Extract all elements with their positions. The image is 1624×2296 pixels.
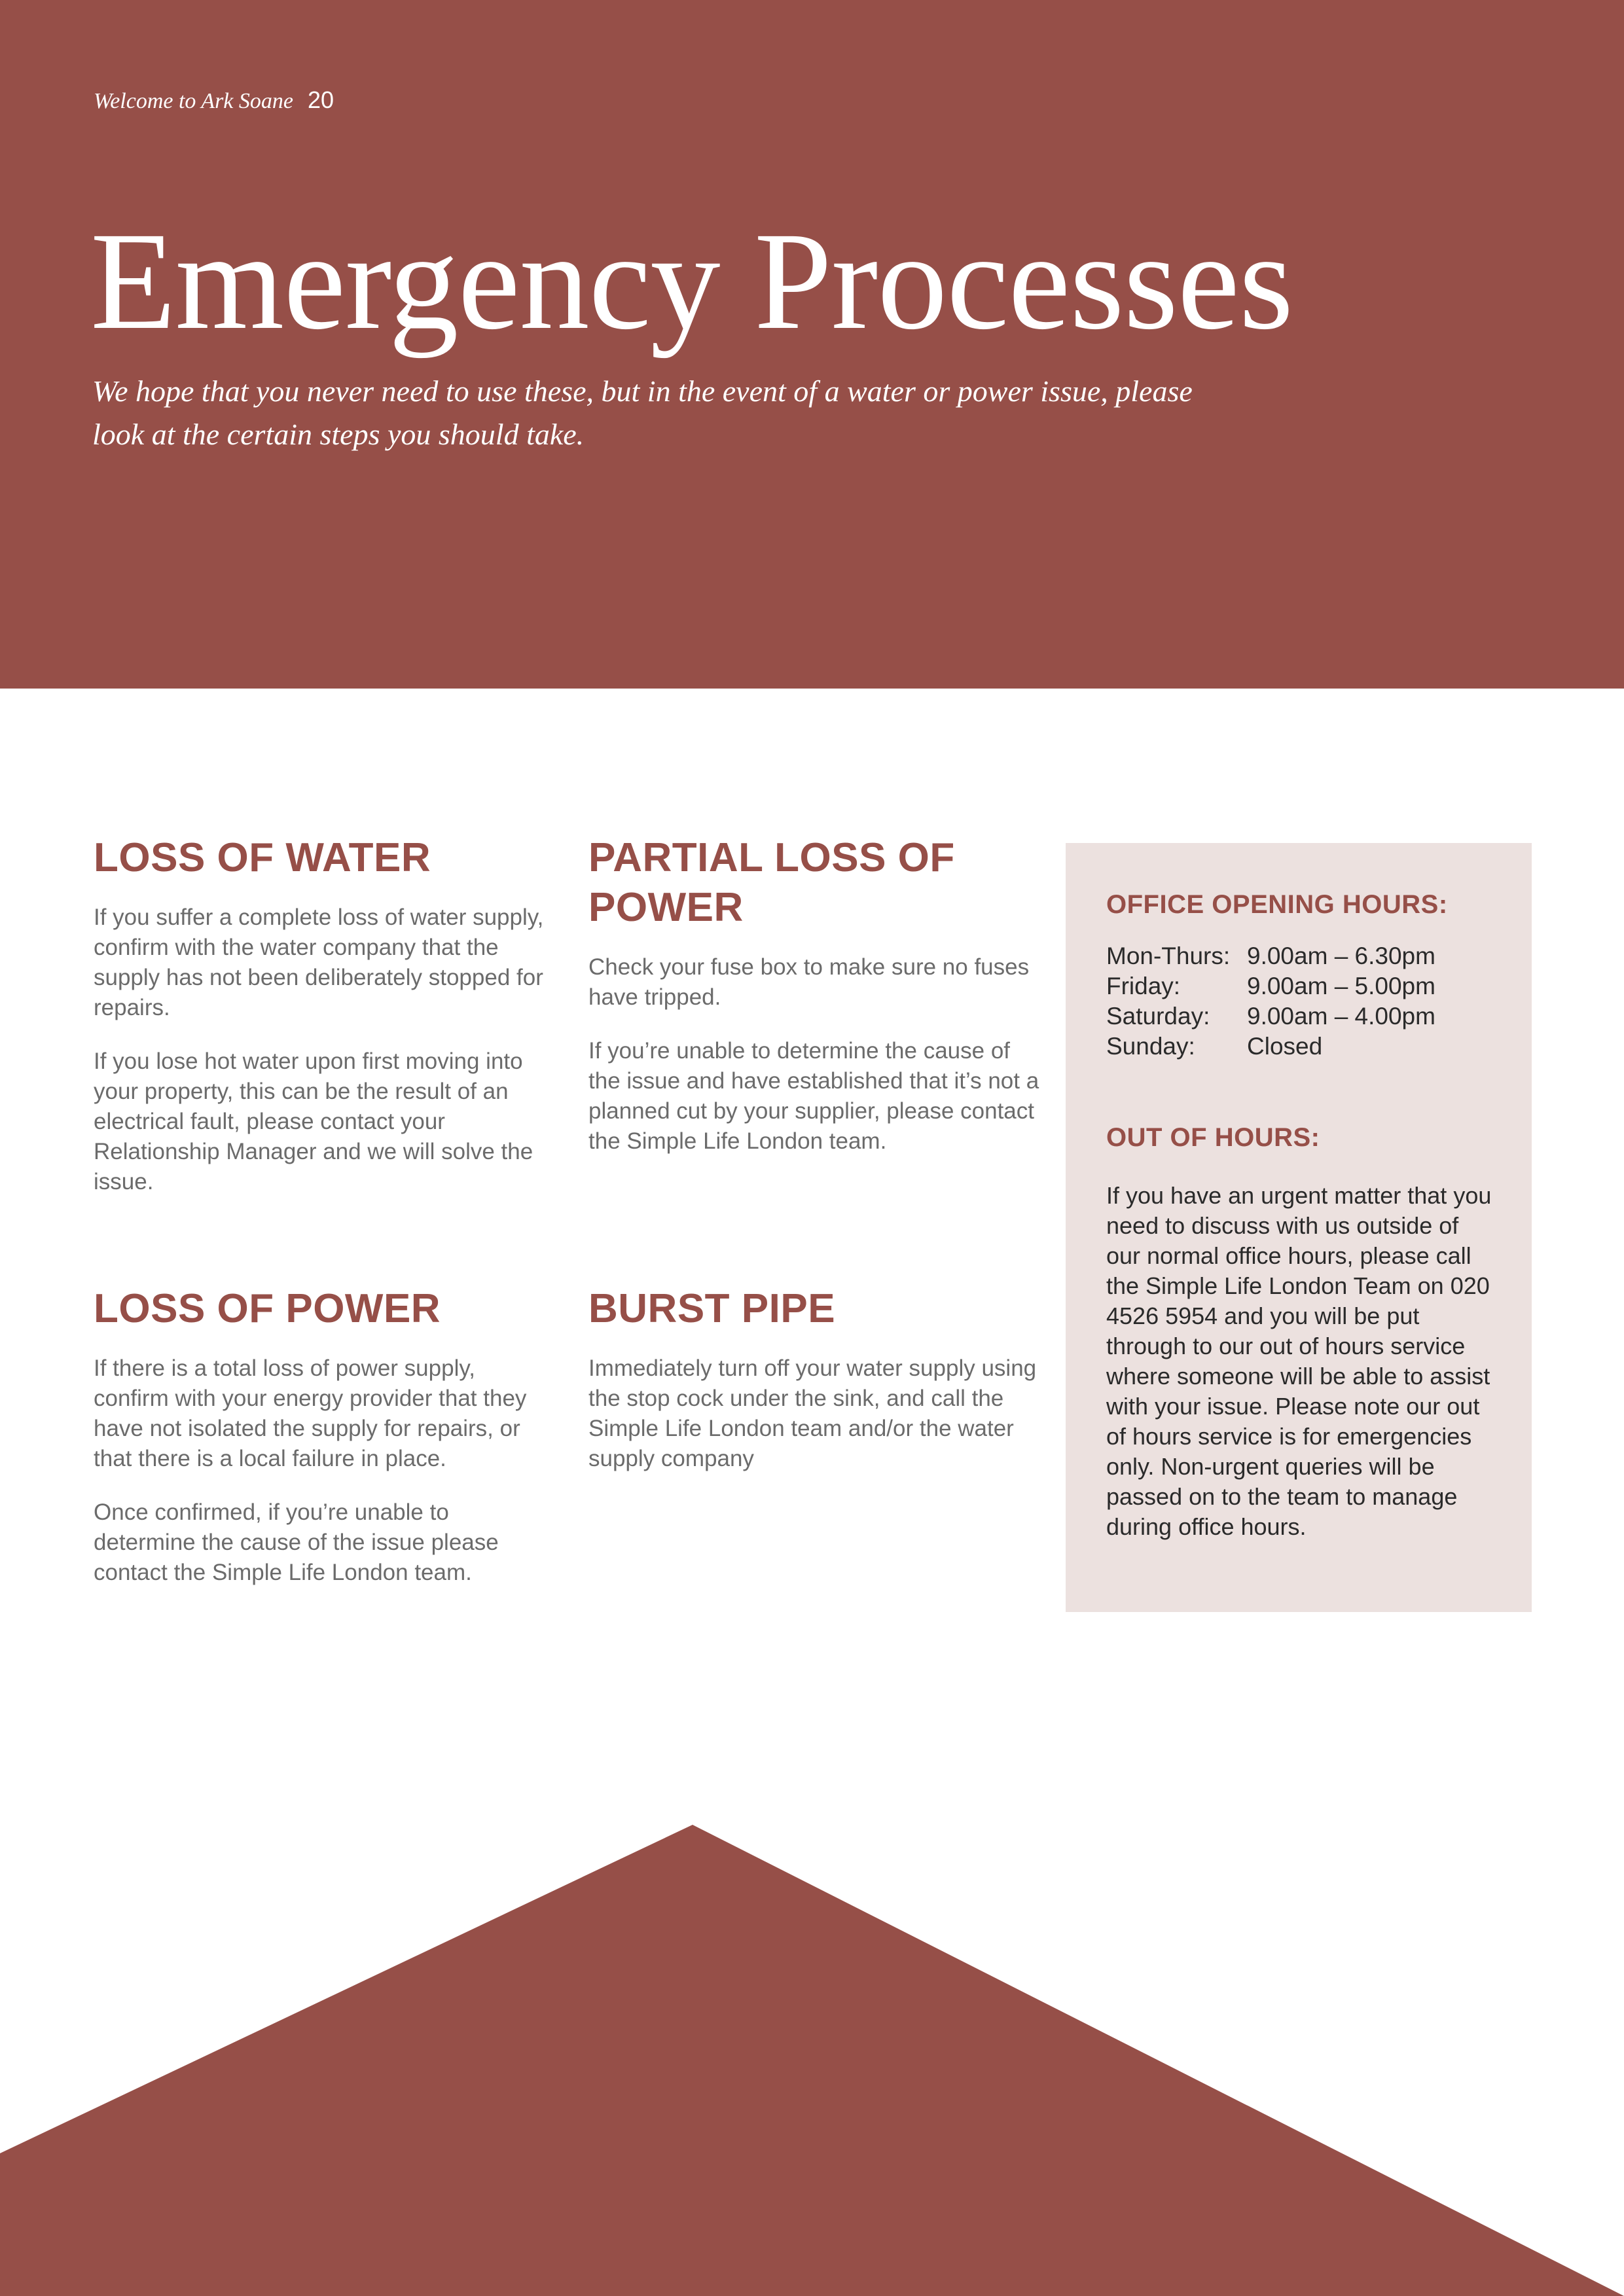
running-title: Welcome to Ark Soane [94, 89, 293, 113]
page-number: 20 [308, 86, 334, 113]
out-of-hours-heading: OUT OF HOURS: [1106, 1123, 1320, 1152]
hours-time: 9.00am – 6.30pm [1247, 942, 1435, 969]
hours-day: Sunday: [1106, 1033, 1195, 1060]
section-heading: PARTIAL LOSS OF POWER [588, 835, 955, 930]
page-title: Emergency Processes [90, 204, 1293, 359]
hours-day: Mon-Thurs: [1106, 942, 1231, 969]
chevron-shape [0, 1825, 1624, 2296]
hours-row [1106, 1001, 1435, 1031]
hours-day: Friday: [1106, 973, 1181, 999]
section-heading: LOSS OF POWER [94, 1286, 441, 1331]
running-head [94, 86, 334, 114]
section-paragraph: Check your fuse box to make sure no fuses have tripped. [588, 954, 1030, 1010]
hours-time: 9.00am – 4.00pm [1247, 1003, 1435, 1030]
section-partial-loss-of-power [588, 833, 1047, 1180]
section-loss-of-water [94, 833, 552, 1221]
section-paragraph: Once confirmed, if you’re unable to determine the cause of the issue please contact the Simple Life London team. [94, 1499, 499, 1585]
section-loss-of-power [94, 1284, 552, 1611]
section-paragraph: If you lose hot water upon first moving into your property, this can be the result of an electrical fault, please contact your Relationship Manager and we will solve the issue. [94, 1049, 533, 1194]
hours-row [1106, 941, 1435, 971]
out-of-hours-text: If you have an urgent matter that you need to discuss with us outside of our normal office hours, please call the Simple Life London Team on 020 4526 5954 and you will be put through to our out of hours service where someone will be able to assist with your issue. Please note our out of hours service is for emergencies only. Non-urgent queries will be passed on to the team to manage during office hours. [1106, 1182, 1492, 1540]
section-heading: BURST PIPE [588, 1286, 836, 1331]
hours-time: Closed [1247, 1033, 1323, 1060]
section-burst-pipe [588, 1284, 1047, 1498]
section-paragraph: If you’re unable to determine the cause of the issue and have established that it’s not a planned cut by your supplier, please contact the Simple Life London team. [588, 1038, 1039, 1154]
office-hours-heading: OFFICE OPENING HOURS: [1106, 890, 1448, 919]
hours-row [1106, 971, 1435, 1001]
section-heading: LOSS OF WATER [94, 835, 431, 880]
section-paragraph: If there is a total loss of power supply, confirm with your energy provider that they have not isolated the supply for repairs, or that there is a local failure in place. [94, 1355, 527, 1471]
hours-time: 9.00am – 5.00pm [1247, 973, 1435, 999]
section-paragraph: If you suffer a complete loss of water supply, confirm with the water company that the supply has not been deliberately stopped for repairs. [94, 905, 544, 1020]
intro-text: We hope that you never need to use these, but in the event of a water or power issue, please look at the certain steps you should take. [92, 374, 1193, 451]
office-hours-table [1106, 941, 1435, 1062]
header-banner [0, 0, 1624, 689]
section-paragraph: Immediately turn off your water supply using the stop cock under the sink, and call the Simple Life London team and/or the water supply company [588, 1355, 1037, 1471]
office-hours-panel [1066, 843, 1532, 1612]
chevron-decoration [0, 1825, 1624, 2296]
hours-day: Saturday: [1106, 1003, 1210, 1030]
hours-row [1106, 1031, 1435, 1062]
